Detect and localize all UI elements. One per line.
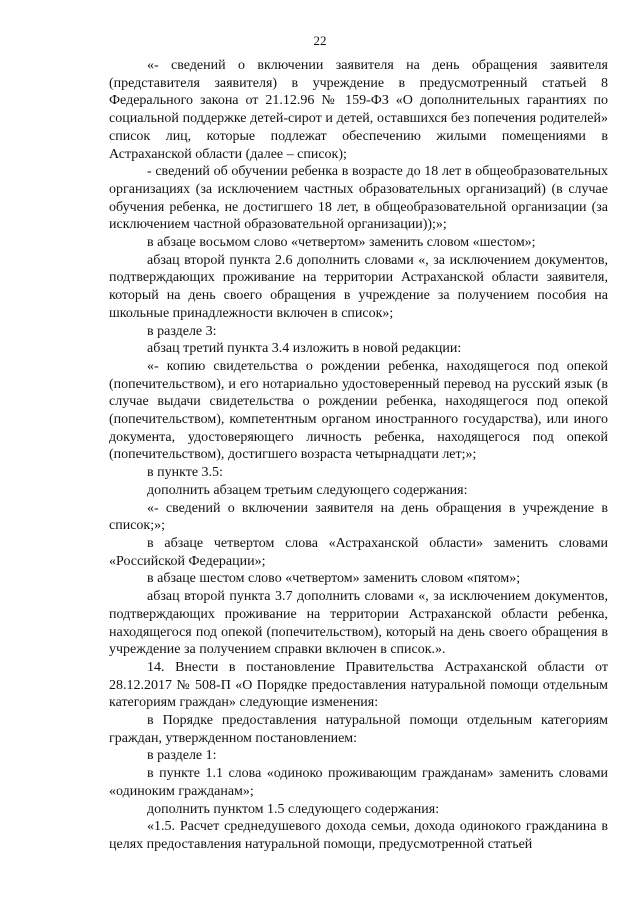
- page-number: 22: [313, 33, 327, 48]
- paragraph: абзац второй пункта 3.7 дополнить словами «, за исключением документов, подтверждающих проживание на территории Астраханской области ребенка, находящегося под опекой (попечительством), который на день своего обращения в учреждение за получением справки включен в список.».: [109, 589, 608, 658]
- document-body: [109, 57, 608, 854]
- paragraph: в разделе 1:: [147, 748, 217, 764]
- paragraph: - сведений об обучении ребенка в возрасте до 18 лет в общеобразовательных организациях (за исключением частных образовательных организаций) (в случае обучения ребенка, не достигшего 18 лет, в общеобразовательной организации (за исключением частной образовательной организации));»;: [109, 164, 608, 233]
- paragraph: дополнить абзацем третьим следующего содержания:: [147, 482, 468, 498]
- paragraph: в пункте 3.5:: [147, 465, 223, 481]
- paragraph: «1.5. Расчет среднедушевого дохода семьи, дохода одинокого гражданина в целях предоставления натуральной помощи, предусмотренной статьей: [109, 819, 608, 852]
- paragraph: в Порядке предоставления натуральной помощи отдельным категориям граждан, утвержденном постановлением:: [109, 713, 608, 746]
- paragraph: в пункте 1.1 слова «одиноко проживающим гражданам» заменить словами «одиноким гражданам»;: [109, 766, 608, 799]
- paragraph: абзац третий пункта 3.4 изложить в новой редакции:: [147, 341, 462, 357]
- paragraph: в абзаце восьмом слово «четвертом» заменить словом «шестом»;: [147, 235, 536, 251]
- paragraph: 14. Внести в постановление Правительства Астраханской области от 28.12.2017 № 508-П «О Порядке предоставления натуральной помощи отдельным категориям граждан» следующие изменения:: [109, 659, 608, 711]
- paragraph: в разделе 3:: [147, 323, 217, 339]
- paragraph: дополнить пунктом 1.5 следующего содержания:: [147, 801, 440, 817]
- paragraph: «- сведений о включении заявителя на день обращения в учреждение в список;»;: [109, 500, 608, 534]
- paragraph: в абзаце шестом слово «четвертом» заменить словом «пятом»;: [147, 571, 521, 587]
- paragraph: «- сведений о включении заявителя на день обращения заявителя (представителя заявителя) в учреждение в предусмотренный статьей 8 Федерального закона от 21.12.96 № 159-ФЗ «О дополнительных гарантиях по социальной поддержке детей-сирот и детей, оставшихся без попечения родителей» список лиц, которые подлежат обеспечению жилыми помещениями в Астраханской области (далее – список);: [109, 58, 608, 162]
- paragraph: абзац второй пункта 2.6 дополнить словами «, за исключением документов, подтверждающих проживание на территории Астраханской области заявителя, который на день своего обращения в учреждение за получением пособия на школьные принадлежности включен в список»;: [109, 252, 608, 321]
- paragraph: в абзаце четвертом слова «Астраханской области» заменить словами «Российской Федерации»;: [109, 535, 608, 569]
- paragraph: «- копию свидетельства о рождении ребенка, находящегося под опекой (попечительством), и его нотариально удостоверенный перевод на русский язык (в случае выдачи свидетельства о рождении ребенка, находящегося под опекой (попечительством), компетентным органом иностранного государства), или иного документа, удостоверяющего личность ребенка, находящегося под опекой (попечительством), достигшего возраста четырнадцати лет;»;: [109, 358, 608, 463]
